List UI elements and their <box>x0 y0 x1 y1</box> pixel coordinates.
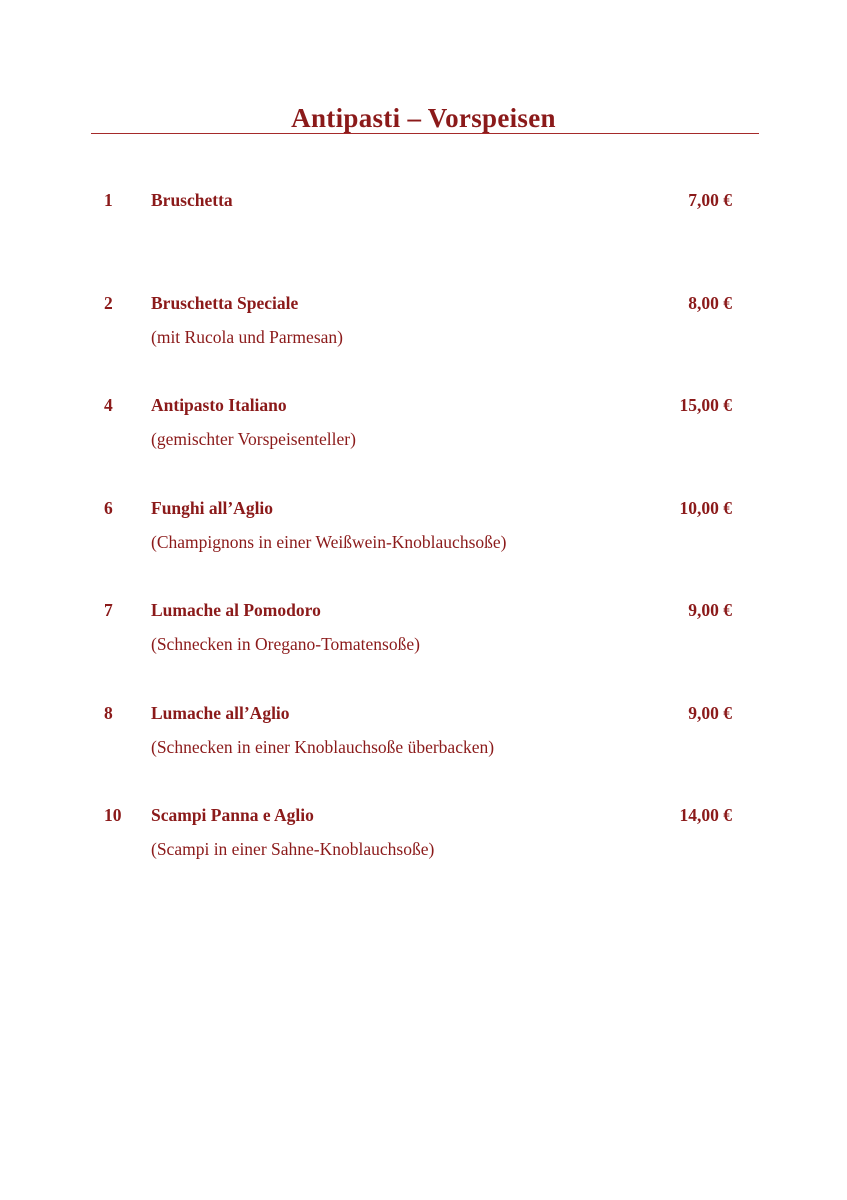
item-name: Bruschetta Speciale <box>151 292 299 313</box>
item-description: (mit Rucola und Parmesan) <box>151 326 343 347</box>
item-description: (Schnecken in Oregano-Tomatensoße) <box>151 634 420 654</box>
item-name: Funghi all’Aglio <box>151 497 274 518</box>
item-number: 2 <box>104 292 113 313</box>
item-number: 8 <box>104 702 113 723</box>
item-price: 8,00 € <box>688 292 732 313</box>
item-price: 7,00 € <box>688 190 732 210</box>
item-number: 4 <box>104 395 113 415</box>
item-number: 7 <box>104 600 113 620</box>
item-description: (Scampi in einer Sahne-Knoblauchsoße) <box>151 839 435 859</box>
item-description: (Schnecken in einer Knoblauchsoße überbacken) <box>151 736 495 757</box>
item-name: Lumache all’Aglio <box>151 702 290 723</box>
item-name: Antipasto Italiano <box>151 395 287 415</box>
menu-item-4 <box>0 388 847 491</box>
item-price: 15,00 € <box>679 395 732 415</box>
item-price: 9,00 € <box>688 600 732 620</box>
page-title: Antipasti – Vorspeisen <box>291 103 556 133</box>
menu-item-7 <box>0 593 847 696</box>
menu-item-1 <box>0 183 847 286</box>
menu-item-2 <box>0 286 847 389</box>
item-price: 9,00 € <box>688 702 732 723</box>
title-underline <box>91 133 759 134</box>
item-number: 10 <box>104 805 122 825</box>
item-name: Scampi Panna e Aglio <box>151 805 314 825</box>
item-description: (Champignons in einer Weißwein-Knoblauchsoße) <box>151 531 507 552</box>
item-price: 14,00 € <box>679 805 732 825</box>
item-number: 6 <box>104 497 113 518</box>
item-number: 1 <box>104 190 113 210</box>
menu-item-8 <box>0 696 847 799</box>
menu-list <box>0 183 847 901</box>
item-name: Bruschetta <box>151 190 233 210</box>
item-description: (gemischter Vorspeisenteller) <box>151 429 356 449</box>
item-price: 10,00 € <box>679 497 732 518</box>
item-name: Lumache al Pomodoro <box>151 600 321 620</box>
menu-item-10 <box>0 798 847 901</box>
menu-item-6 <box>0 491 847 594</box>
